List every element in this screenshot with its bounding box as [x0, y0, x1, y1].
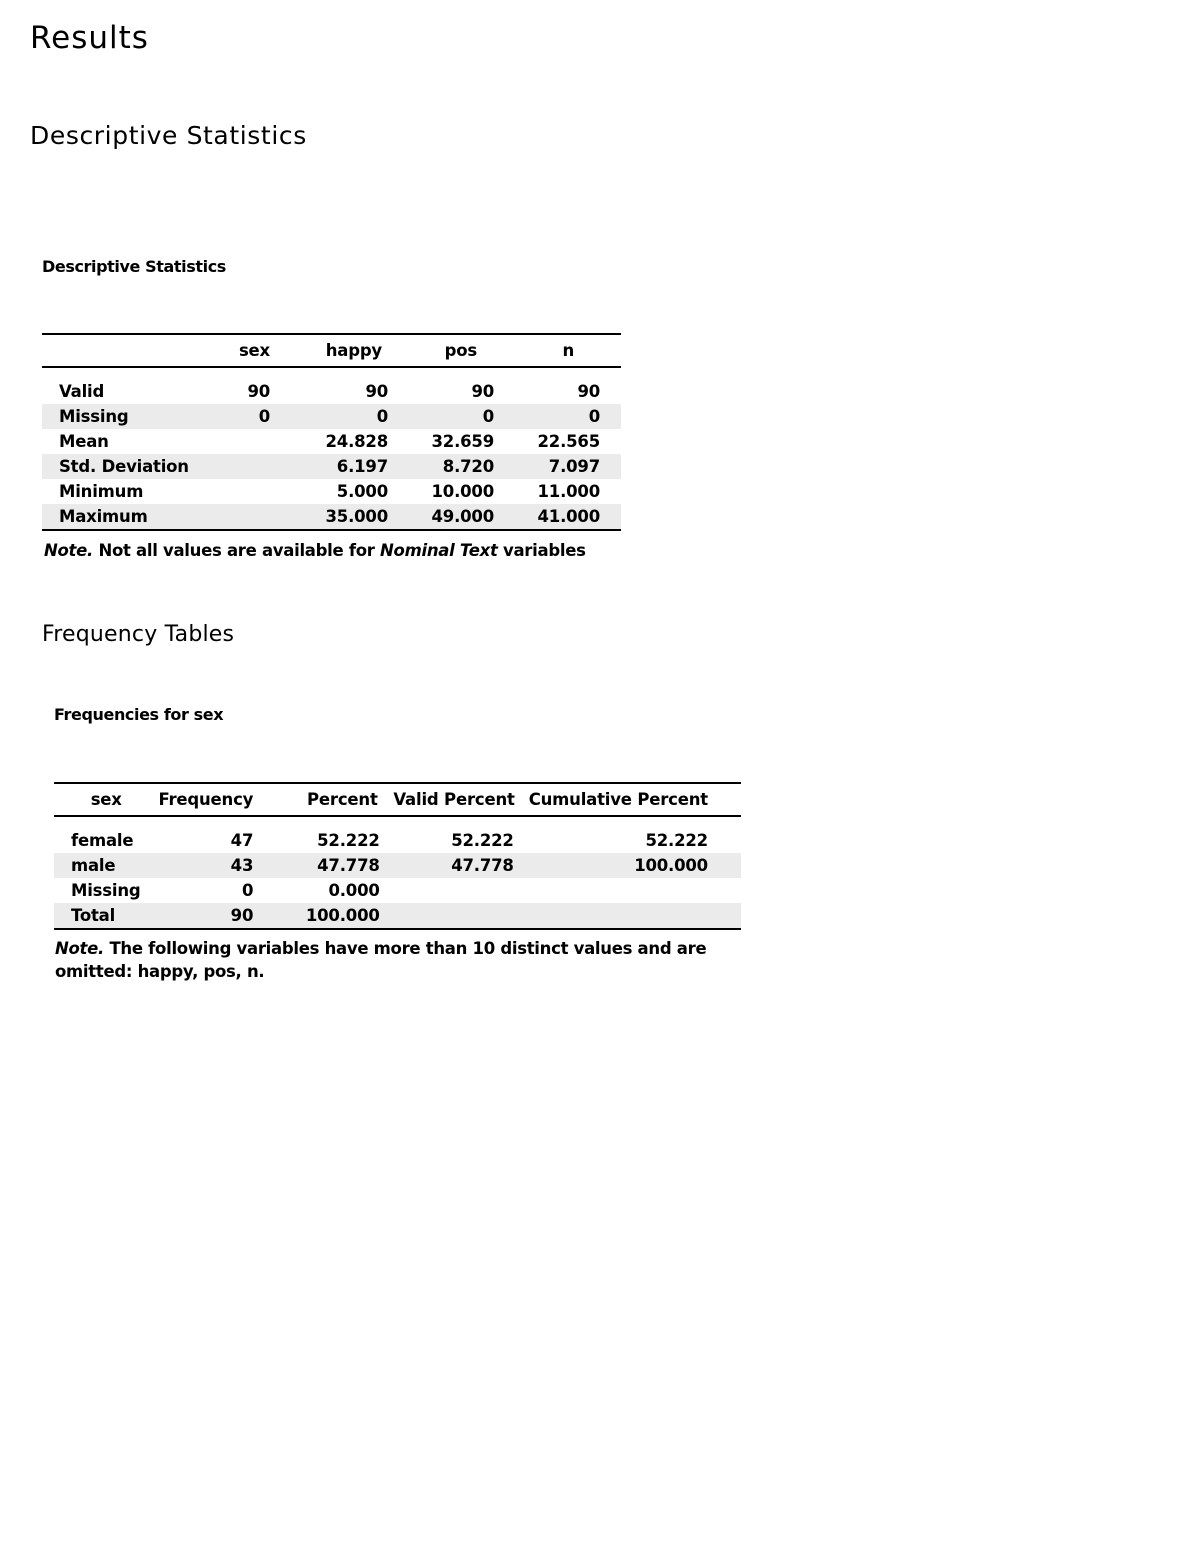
- row-label: female: [71, 831, 134, 850]
- row-label: Minimum: [59, 482, 144, 501]
- table-cell: 5.000: [336, 482, 388, 501]
- table-row: [42, 479, 621, 504]
- row-label: Maximum: [42, 504, 218, 530]
- table-row: [42, 454, 621, 479]
- row-label: Missing: [42, 404, 218, 429]
- frequency-table: [54, 782, 741, 930]
- table-cell: 90: [471, 382, 494, 401]
- table-cell: 32.659: [431, 432, 494, 451]
- table-cell: 52.222: [451, 831, 514, 850]
- page-title: Results: [30, 20, 149, 56]
- row-label: Std. Deviation: [42, 454, 218, 479]
- row-label: Total: [54, 903, 158, 929]
- column-header-sex: sex: [218, 334, 270, 367]
- table-cell: 49.000: [388, 504, 494, 530]
- table-cell: 35.000: [270, 504, 388, 530]
- note-label: Note.: [55, 939, 104, 958]
- note-text-line1: The following variables have more than 10 distinct values and are: [104, 939, 707, 958]
- table-cell: 43: [158, 853, 253, 878]
- row-spacer: [708, 878, 741, 903]
- row-spacer: [708, 828, 741, 853]
- table-cell: 90: [577, 382, 600, 401]
- row-spacer: [600, 454, 621, 479]
- table-cell: 22.565: [537, 432, 600, 451]
- column-header: [42, 334, 218, 367]
- table-cell: 6.197: [270, 454, 388, 479]
- table-row: [54, 903, 741, 929]
- table-cell: 52.222: [317, 831, 380, 850]
- row-spacer: [600, 479, 621, 504]
- row-label: Valid: [59, 382, 105, 401]
- table-spacer-row: [42, 367, 621, 379]
- table-row: [42, 504, 621, 530]
- table-row: [54, 828, 741, 853]
- row-label: male: [54, 853, 158, 878]
- table-cell: 90: [365, 382, 388, 401]
- table-row: [42, 404, 621, 429]
- table-cell: 0: [270, 404, 388, 429]
- column-header-frequency: Frequency: [158, 783, 253, 816]
- header-spacer: [708, 783, 741, 816]
- table-cell: 7.097: [494, 454, 600, 479]
- table-cell: 11.000: [537, 482, 600, 501]
- table-cell: 90: [247, 382, 270, 401]
- table-cell: [515, 903, 708, 929]
- header-spacer: [600, 334, 621, 367]
- table-cell: [218, 479, 270, 504]
- table-cell: 41.000: [494, 504, 600, 530]
- column-header-cumulative-percent: Cumulative Percent: [515, 783, 708, 816]
- note-text-line2: omitted: happy, pos, n.: [55, 962, 265, 981]
- table-cell: [380, 878, 515, 903]
- table-cell: 8.720: [388, 454, 494, 479]
- table-cell: 47.778: [253, 853, 379, 878]
- column-header-valid-percent: Valid Percent: [380, 783, 515, 816]
- descriptives-table: [42, 333, 621, 531]
- table-cell: [218, 429, 270, 454]
- column-header-pos: pos: [388, 334, 494, 367]
- table-cell: 10.000: [431, 482, 494, 501]
- table-cell: [380, 903, 515, 929]
- table-row: [42, 379, 621, 404]
- table-row: [54, 878, 741, 903]
- table-header-row: [54, 783, 741, 816]
- table-spacer-row: [54, 816, 741, 828]
- table-cell: 0: [241, 881, 254, 900]
- column-header-n: n: [494, 334, 600, 367]
- note-text: Not all values are available for: [93, 541, 381, 560]
- table-row: [54, 853, 741, 878]
- table-cell: [218, 454, 270, 479]
- row-label: Missing: [71, 881, 141, 900]
- row-spacer: [600, 404, 621, 429]
- section-title-descriptive-statistics: Descriptive Statistics: [30, 121, 307, 150]
- table-cell: 47.778: [380, 853, 515, 878]
- table-cell: 0: [494, 404, 600, 429]
- column-header-percent: Percent: [253, 783, 379, 816]
- table-cell: 47: [230, 831, 254, 850]
- column-header-sex: sex: [54, 783, 158, 816]
- row-spacer: [708, 903, 741, 929]
- descriptives-table-title: Descriptive Statistics: [42, 257, 226, 276]
- table-cell: 52.222: [645, 831, 708, 850]
- note-label: Note.: [44, 541, 93, 560]
- section-title-frequency-tables: Frequency Tables: [42, 622, 235, 647]
- table-row: [42, 429, 621, 454]
- row-spacer: [600, 504, 621, 530]
- frequency-table-note: [55, 937, 706, 983]
- row-spacer: [600, 429, 621, 454]
- table-cell: 90: [158, 903, 253, 929]
- column-header-happy: happy: [270, 334, 388, 367]
- table-cell: 24.828: [325, 432, 388, 451]
- table-cell: 0: [218, 404, 270, 429]
- table-cell: 0: [388, 404, 494, 429]
- row-spacer: [708, 853, 741, 878]
- table-cell: 100.000: [515, 853, 708, 878]
- note-text: variables: [497, 541, 586, 560]
- descriptives-table-note: [44, 539, 586, 562]
- note-emphasis: Nominal Text: [380, 541, 498, 560]
- table-cell: 0.000: [328, 881, 380, 900]
- row-label: Mean: [59, 432, 109, 451]
- row-spacer: [600, 379, 621, 404]
- frequency-table-title: Frequencies for sex: [54, 705, 224, 724]
- table-cell: 100.000: [253, 903, 379, 929]
- table-cell: [515, 878, 708, 903]
- table-cell: [218, 504, 270, 530]
- table-header-row: [42, 334, 621, 367]
